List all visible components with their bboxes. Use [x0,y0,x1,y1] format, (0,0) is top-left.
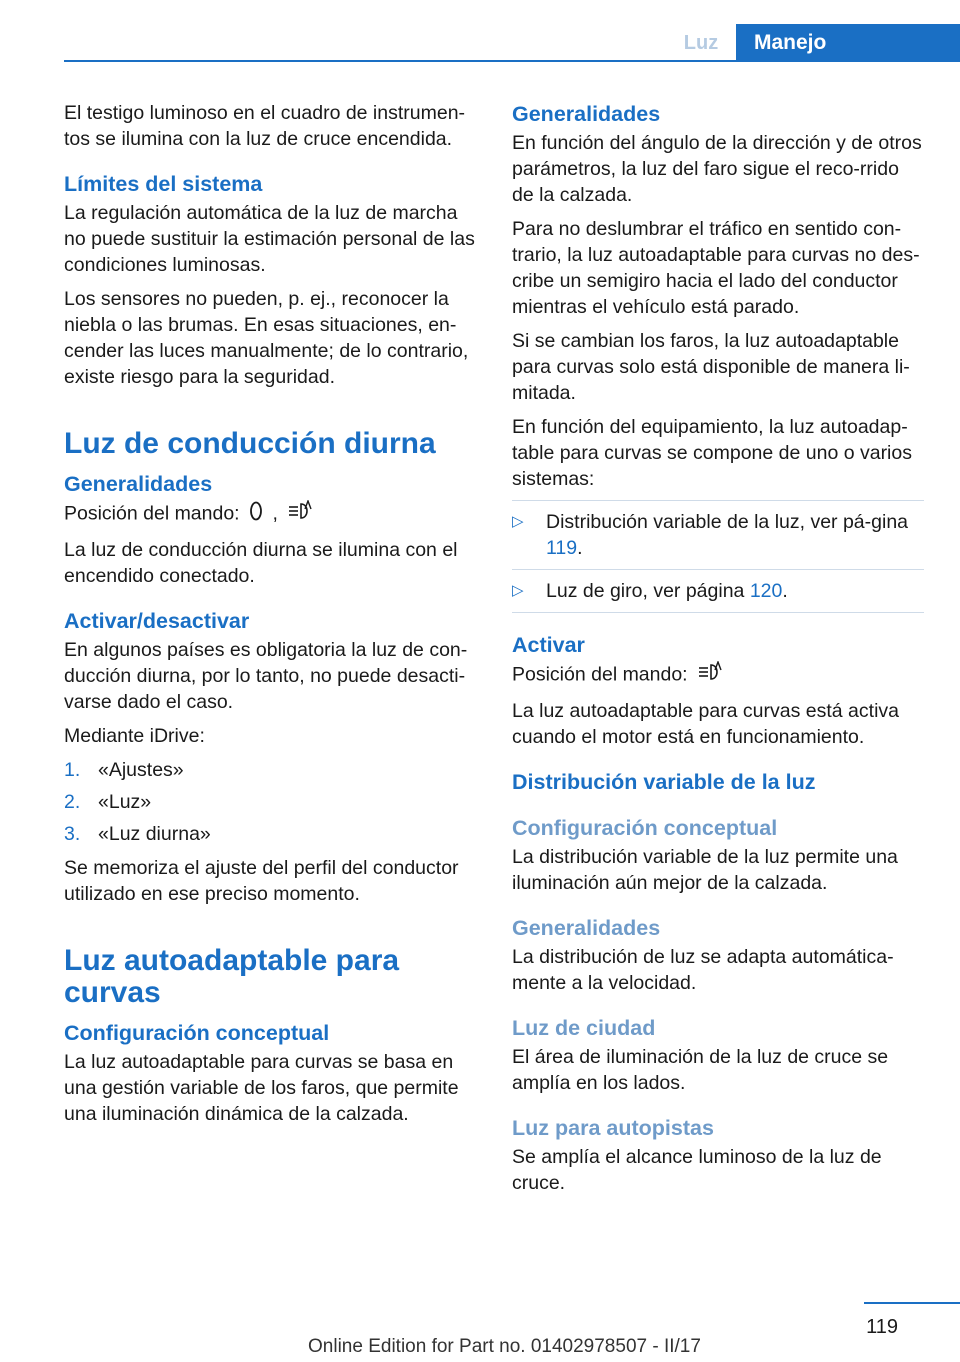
page-number: 119 [866,1316,898,1338]
heading-limites: Límites del sistema [64,172,263,196]
list-item [512,500,924,570]
bullet-text: Luz de giro, ver página [546,580,750,602]
paragraph: La regulación automática de la luz de marcha no puede sustituir la estimación personal de las condiciones luminosas. [64,202,475,276]
list-item [64,757,476,783]
header-rule [64,60,960,62]
control-position-label: Posición del mando: [512,663,688,686]
paragraph: La distribución variable de la luz permite una iluminación aún mejor de la calzada. [512,846,898,894]
step-text: «Luz» [98,791,152,813]
step-number: 3. [64,823,81,845]
page-link[interactable]: 120 [749,580,783,602]
paragraph: En función del ángulo de la dirección y de otros parámetros, la luz del faro sigue el reco-rrido de la calzada. [512,132,922,206]
automatic-headlight-icon [697,661,723,690]
paragraph: Si se cambian los faros, la luz autoadaptable para curvas solo está disponible de manera li-mitada. [512,330,910,404]
paragraph: Se memoriza el ajuste del perfil del conductor utilizado en ese preciso momento. [64,857,459,905]
header-chapter-tab: Manejo [736,24,960,62]
step-text: «Luz diurna» [98,823,211,845]
list-item [64,789,476,815]
heading-configuracion: Configuración conceptual [64,1021,330,1045]
control-position-line [64,500,476,529]
footer-rule [864,1302,960,1304]
switch-off-icon [249,500,263,529]
paragraph: La luz autoadaptable para curvas se basa en una gestión variable de los faros, que permite una iluminación dinámica de la calzada. [64,1051,459,1125]
paragraph: En función del equipamiento, la luz autoadap-table para curvas se compone de uno o varios sistemas: [512,416,912,490]
idrive-steps-list [64,757,476,847]
paragraph: En algunos países es obligatoria la luz de con-ducción diurna, por lo tanto, no puede desacti-varse dado el caso. [64,639,468,713]
heading-luz-diurna: Luz de conducción diurna [64,427,436,460]
triangle-bullet-icon: ▷ [512,513,524,530]
paragraph: Para no deslumbrar el tráfico en sentido con-trario, la luz autoadaptable para curvas no des-cribe un semigiro hacia el lado del conductor mientras el vehículo está parado. [512,218,920,318]
paragraph: La luz de conducción diurna se ilumina con el encendido conectado. [64,539,458,587]
heading-activar: Activar [512,633,585,657]
paragraph: Se amplía el alcance luminoso de la luz de cruce. [512,1146,882,1194]
heading-luz-curvas: Luz autoadaptable para curvas [64,944,400,1009]
heading-distribucion: Distribución variable de la luz [512,770,816,794]
heading-generalidades: Generalidades [64,472,213,496]
paragraph: La distribución de luz se adapta automática-mente a la velocidad. [512,946,894,994]
paragraph: La luz autoadaptable para curvas está activa cuando el motor está en funcionamiento. [512,700,900,748]
header-section-tab: Luz [683,31,719,54]
automatic-headlight-icon [287,500,313,529]
heading-activar-desactivar: Activar/desactivar [64,609,250,633]
step-text: «Ajustes» [98,759,184,781]
heading-generalidades: Generalidades [512,102,661,126]
step-number: 2. [64,791,81,813]
subheading-luz-autopistas: Luz para autopistas [512,1116,714,1140]
separator: , [272,502,278,525]
list-item [512,570,924,613]
right-column [512,100,924,1204]
paragraph: Mediante iDrive: [64,725,205,747]
control-position-label: Posición del mando: [64,502,240,525]
subheading-luz-ciudad: Luz de ciudad [512,1016,656,1040]
subheading-generalidades: Generalidades [512,916,661,940]
triangle-bullet-icon: ▷ [512,582,524,599]
list-item [64,821,476,847]
edition-note: Online Edition for Part no. 01402978507 - II/17 [308,1336,701,1357]
paragraph: El área de iluminación de la luz de cruce se amplía en los lados. [512,1046,889,1094]
control-position-line [512,661,924,690]
systems-list [512,500,924,613]
bullet-text: Distribución variable de la luz, ver pá-gina [546,511,909,533]
paragraph: Los sensores no pueden, p. ej., reconocer la niebla o las brumas. En esas situaciones, en-cender las luces manualmente; de lo contrario, existe riesgo para la seguridad. [64,288,469,388]
paragraph: El testigo luminoso en el cuadro de instrumen-tos se ilumina con la luz de cruce encendida. [64,102,466,150]
subheading-configuracion: Configuración conceptual [512,816,778,840]
bullet-end: . [782,580,788,602]
step-number: 1. [64,759,81,781]
page-link[interactable]: 119 [546,537,578,559]
bullet-end: . [577,537,583,559]
left-column [64,100,476,1135]
